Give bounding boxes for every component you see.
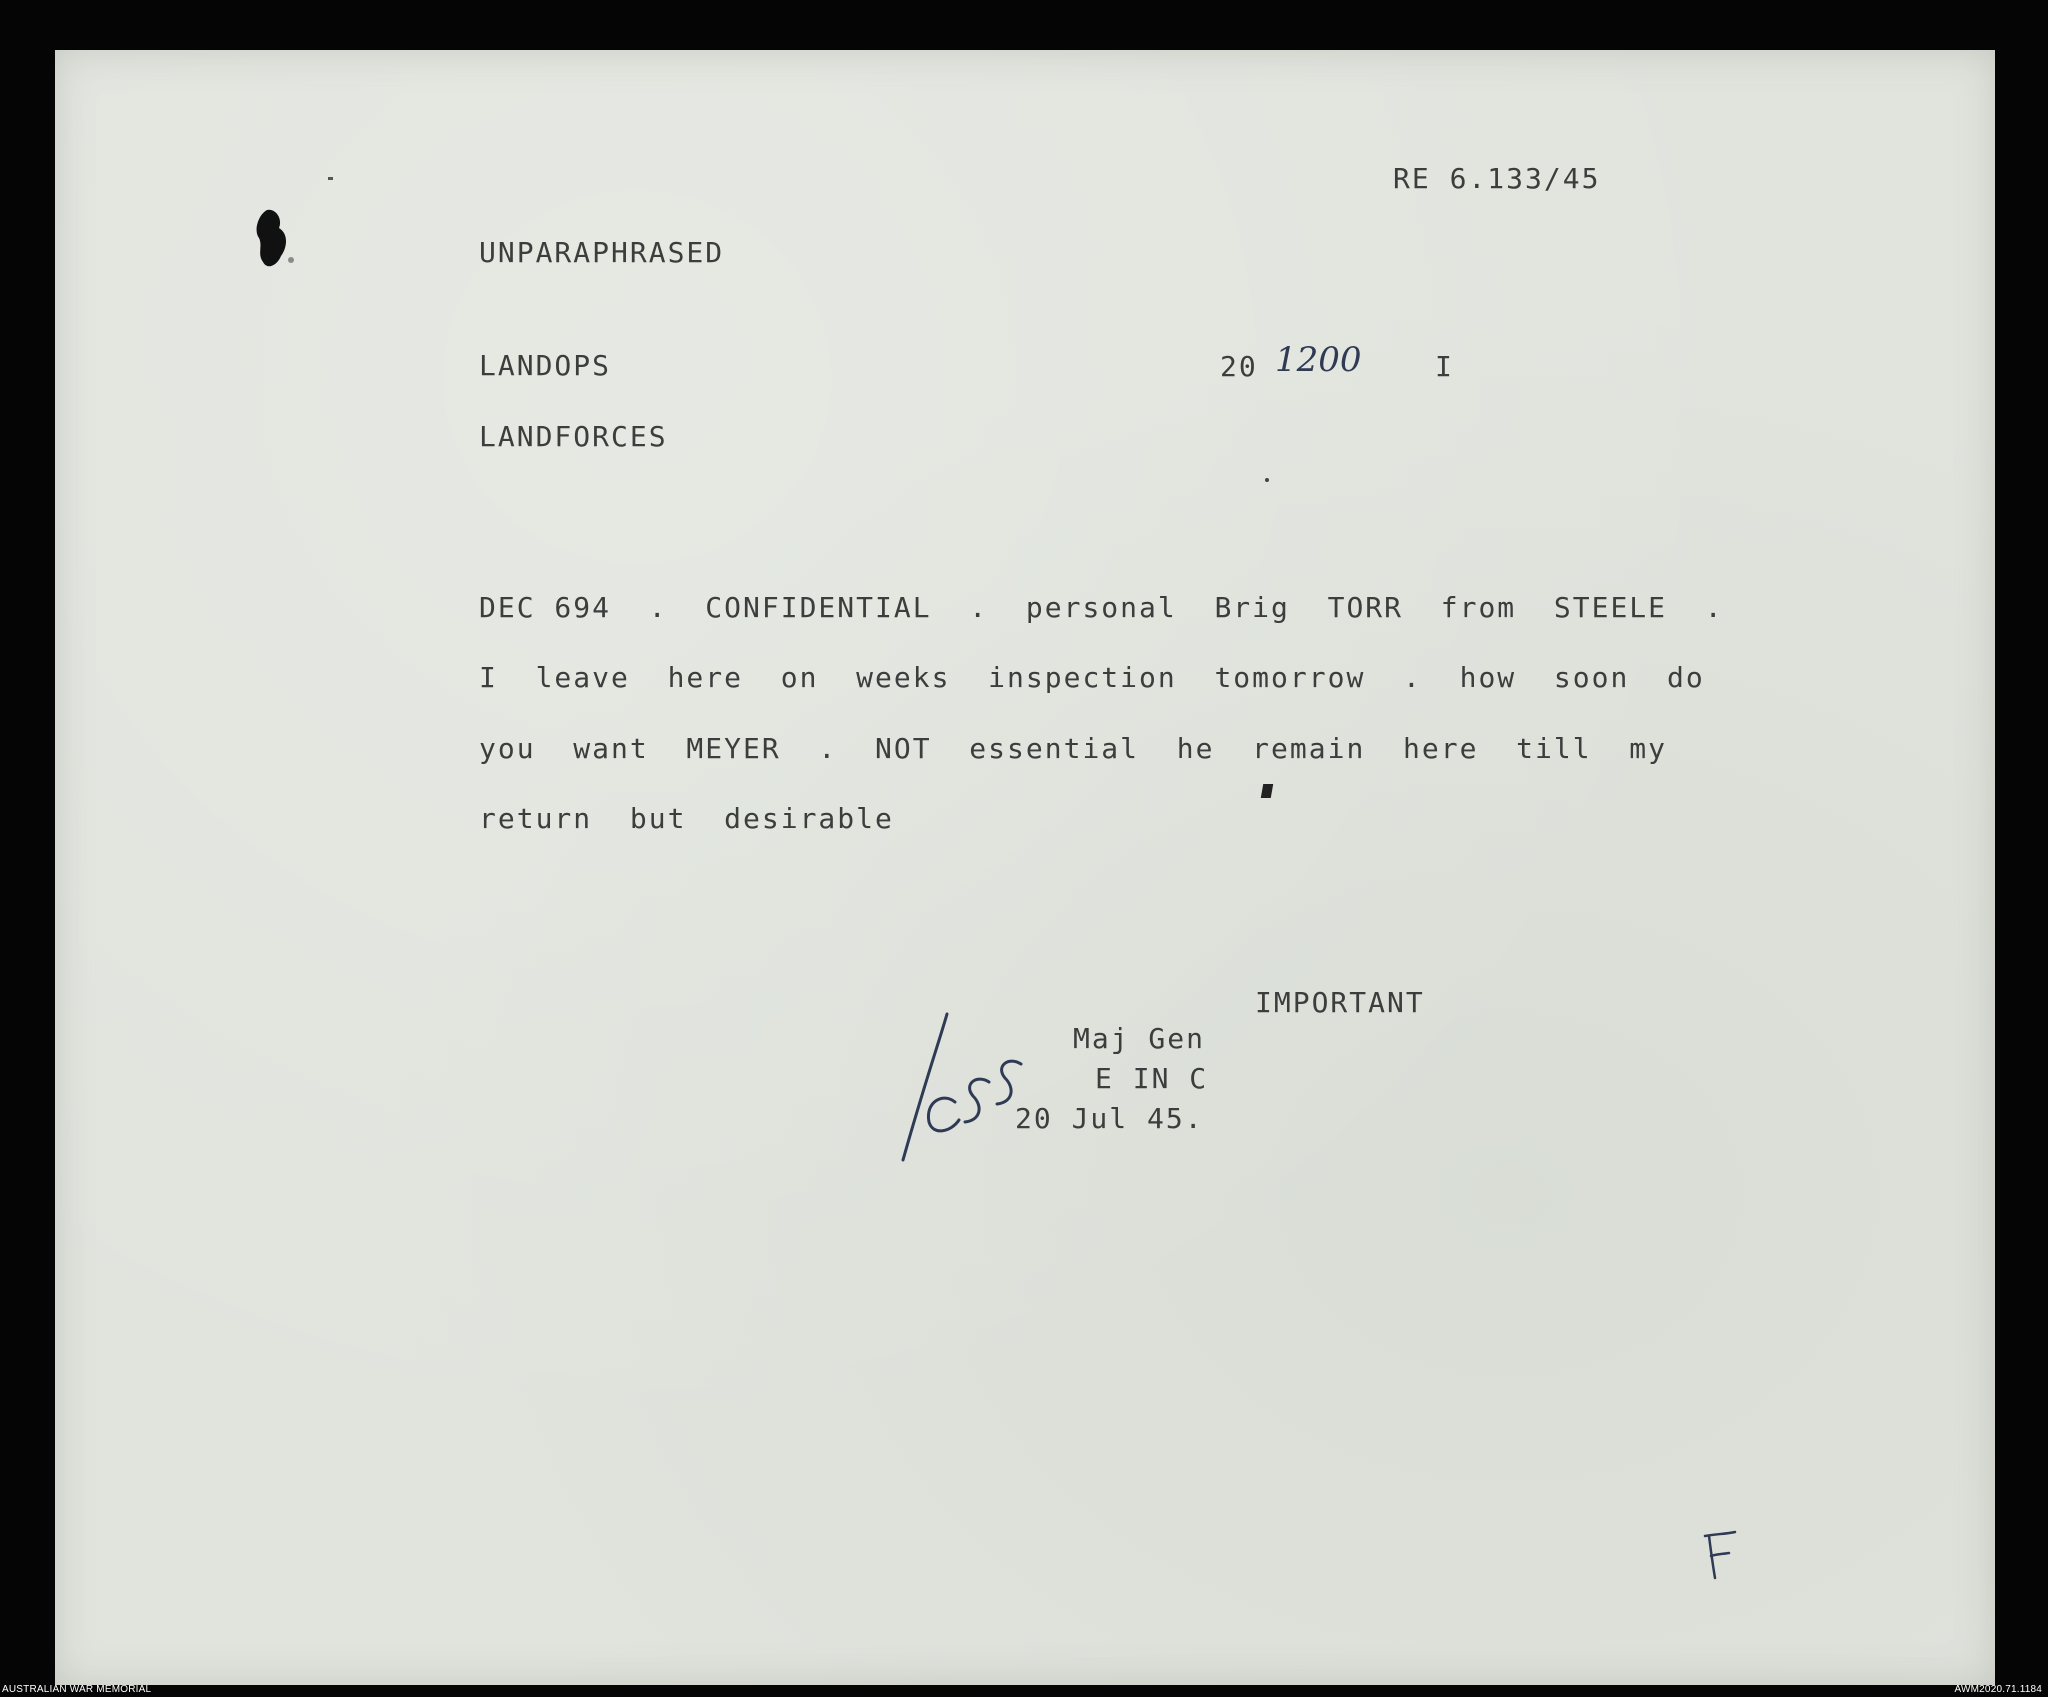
- document-page: [55, 50, 1995, 1685]
- paper-speck: [1265, 478, 1269, 482]
- signoff-title: E IN C: [1095, 1062, 1209, 1095]
- dtg-handwritten: 1200: [1275, 340, 1362, 380]
- margin-mark-f: [1695, 1528, 1745, 1588]
- priority-important: IMPORTANT: [1255, 986, 1425, 1019]
- addressee-landforces: LANDFORCES: [479, 420, 668, 453]
- handwritten-initials: [885, 1002, 1065, 1182]
- footer-right: AWM2020.71.1184: [1954, 1684, 2042, 1695]
- punch-hole-mark: [245, 204, 305, 274]
- reference-number: RE 6.133/45: [1393, 162, 1601, 195]
- addressee-landops: LANDOPS: [479, 349, 612, 382]
- dtg-typed: 20: [1220, 350, 1258, 383]
- message-line: DEC 694 . CONFIDENTIAL . personal Brig TORR from STEELE .: [479, 591, 1724, 624]
- heading-unparaphrased: UNPARAPHRASED: [479, 236, 725, 269]
- dtg-suffix: I: [1435, 350, 1454, 383]
- paper-speck: [1261, 784, 1273, 798]
- paper-speck: [328, 177, 333, 180]
- message-line: I leave here on weeks inspection tomorrow . how soon do: [479, 661, 1705, 694]
- message-line: return but desirable: [479, 802, 894, 835]
- message-line: you want MEYER . NOT essential he remain here till my: [479, 732, 1668, 765]
- signoff-date: 20 Jul 45.: [1015, 1102, 1204, 1135]
- footer-left: AUSTRALIAN WAR MEMORIAL: [2, 1684, 152, 1695]
- signoff-rank: Maj Gen: [1073, 1022, 1206, 1055]
